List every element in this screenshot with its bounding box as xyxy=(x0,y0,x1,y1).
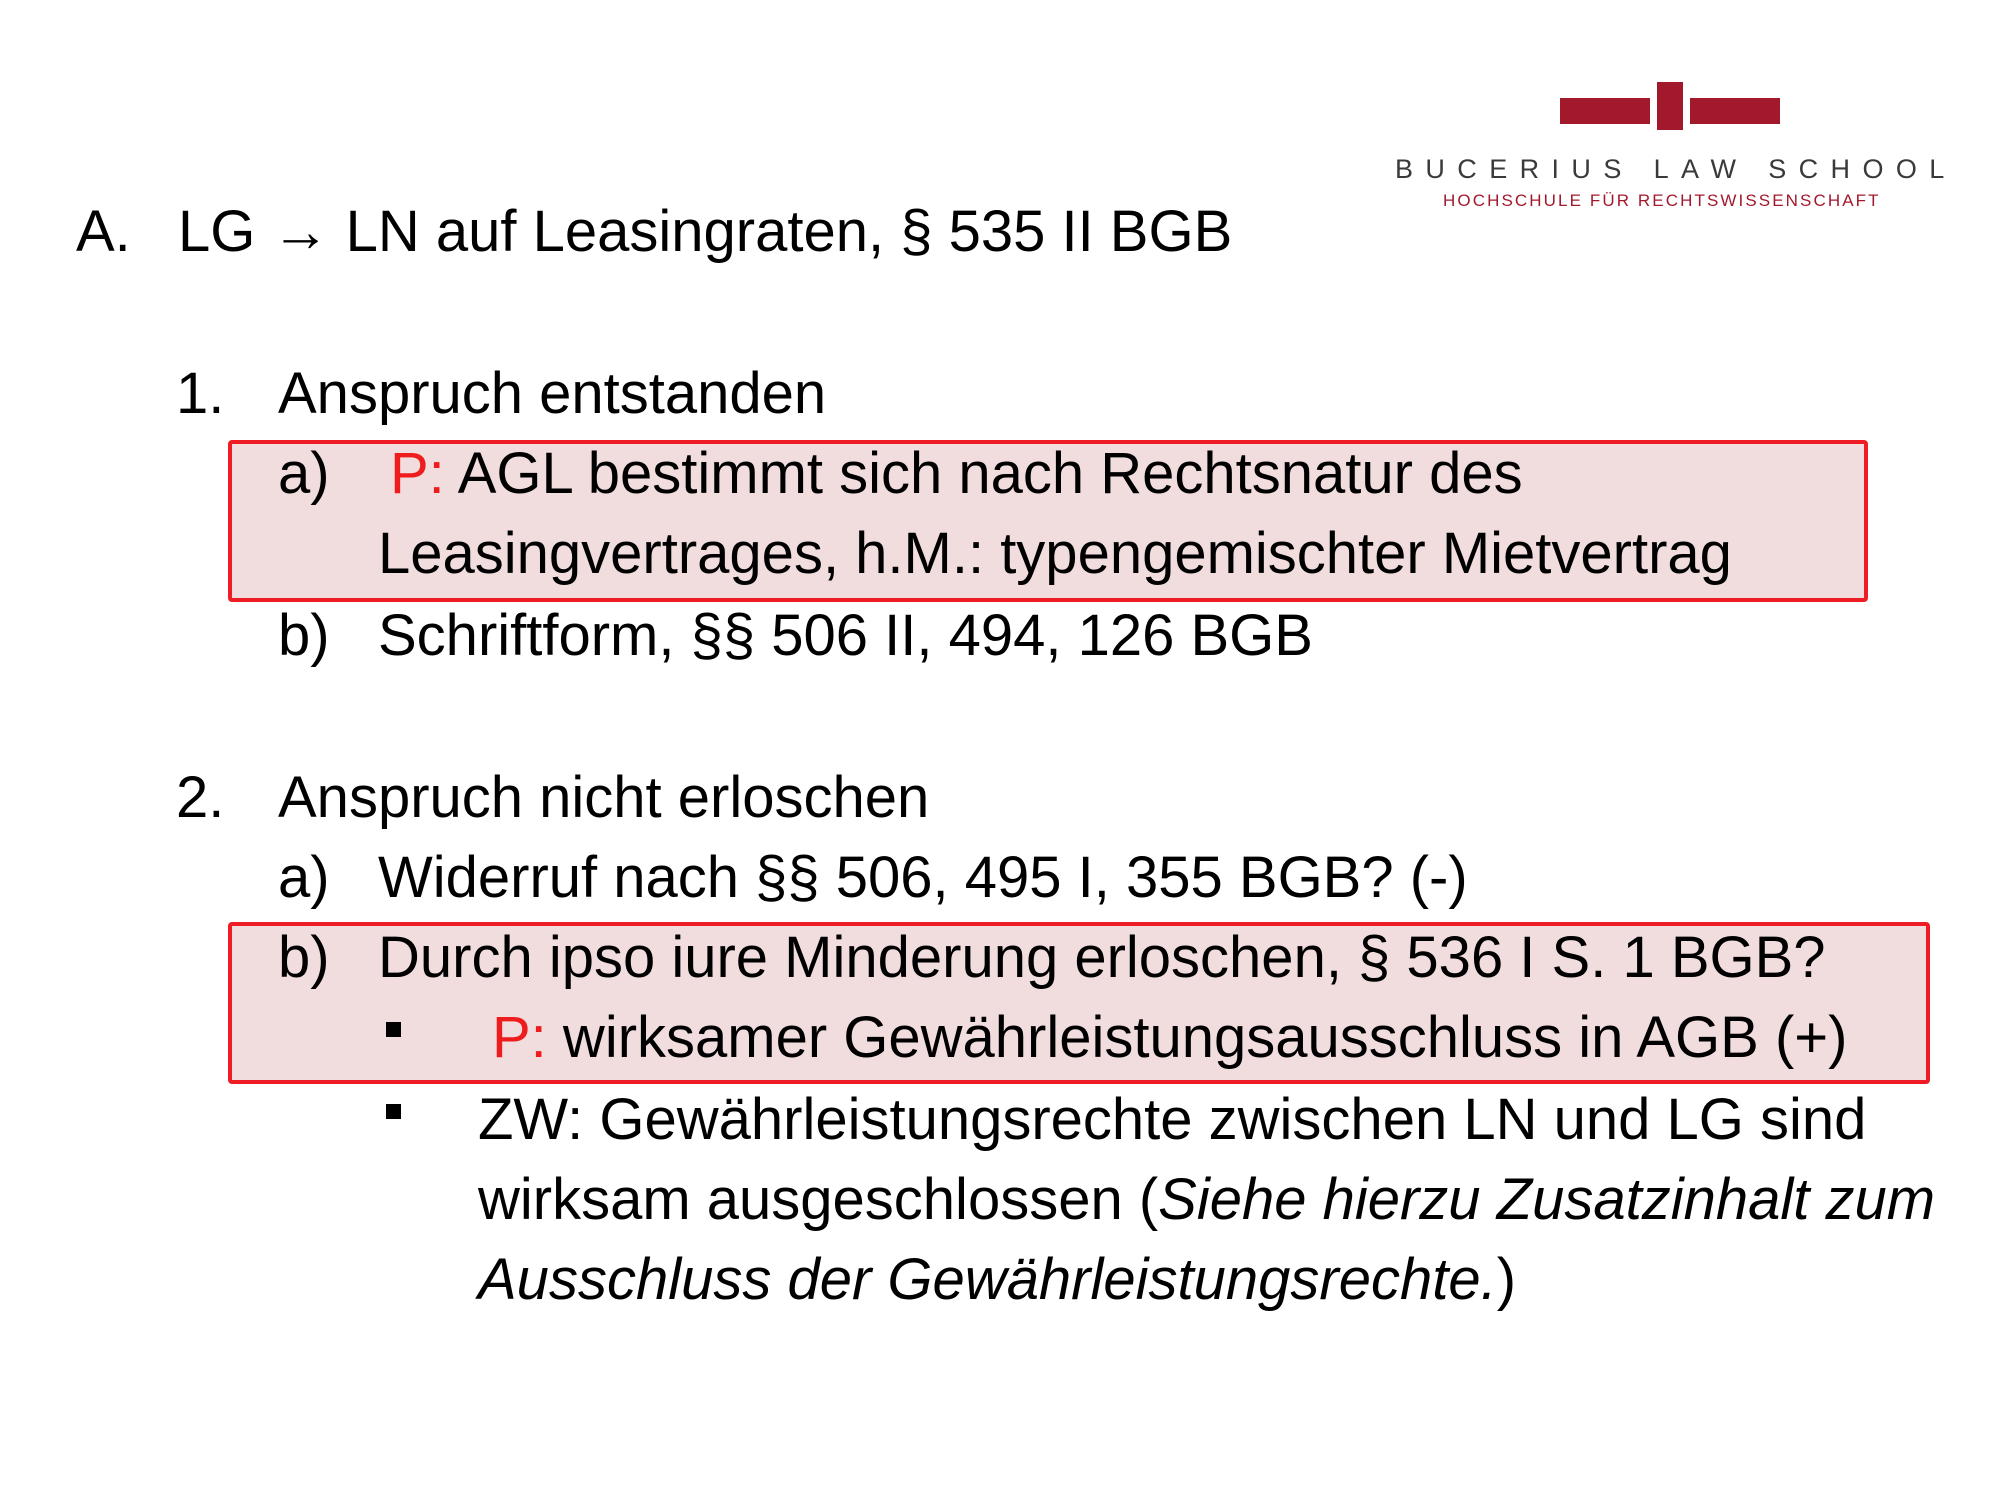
section2-item-b-text: Durch ipso iure Minderung erloschen, § 536 I S. 1 BGB? xyxy=(378,925,1826,990)
section2-title: Anspruch nicht erloschen xyxy=(278,765,930,830)
problem-label: P: xyxy=(390,441,445,506)
problem-label: P: xyxy=(492,1005,547,1070)
bullet2-line3-italic: Ausschluss der Gewährleistungsrechte. xyxy=(478,1247,1497,1312)
section1-marker: 1. xyxy=(176,361,225,426)
bullet2-line2-plain: wirksam ausgeschlossen ( xyxy=(478,1167,1159,1232)
section2-bullet2-line1: ZW: Gewährleistungsrechte zwischen LN und LG sind xyxy=(478,1087,1867,1152)
section2-bullet1-text: wirksamer Gewährleistungsausschluss in AGB (+) xyxy=(546,1005,1848,1070)
section1-item-a-marker: a) xyxy=(278,441,330,506)
section2-bullet2-line2 xyxy=(478,1166,1935,1234)
bucerius-logo xyxy=(1395,78,1957,218)
section1-title: Anspruch entstanden xyxy=(278,361,827,426)
bullet-square-icon xyxy=(386,1022,401,1037)
section2-item-a-marker: a) xyxy=(278,845,330,910)
section2-bullet1 xyxy=(492,1004,1847,1072)
bullet2-line3-plain: ) xyxy=(1496,1247,1517,1312)
section2-item-b-marker: b) xyxy=(278,925,330,990)
section1-item-b-marker: b) xyxy=(278,603,330,668)
section1-item-a-text: AGL bestimmt sich nach Rechtsnatur des xyxy=(444,441,1523,506)
logo-name: BUCERIUS LAW SCHOOL xyxy=(1395,154,1957,184)
section1-item-a-line1 xyxy=(390,440,1523,508)
bullet2-line2-italic: Siehe hierzu Zusatzinhalt zum xyxy=(1158,1167,1936,1232)
logo-mark-icon xyxy=(1560,82,1780,130)
logo-subtitle: HOCHSCHULE FÜR RECHTSWISSENSCHAFT xyxy=(1443,191,1881,210)
section2-item-a-text: Widerruf nach §§ 506, 495 I, 355 BGB? (-) xyxy=(378,845,1468,910)
section1-item-b-text: Schriftform, §§ 506 II, 494, 126 BGB xyxy=(378,603,1313,668)
section2-marker: 2. xyxy=(176,765,225,830)
section2-bullet2-line3 xyxy=(478,1246,1516,1314)
bullet-square-icon xyxy=(386,1104,401,1119)
heading-text: LG → LN auf Leasingraten, § 535 II BGB xyxy=(178,199,1233,264)
section1-item-a-line2: Leasingvertrages, h.M.: typengemischter Mietvertrag xyxy=(378,521,1732,586)
heading-marker: A. xyxy=(76,199,131,264)
